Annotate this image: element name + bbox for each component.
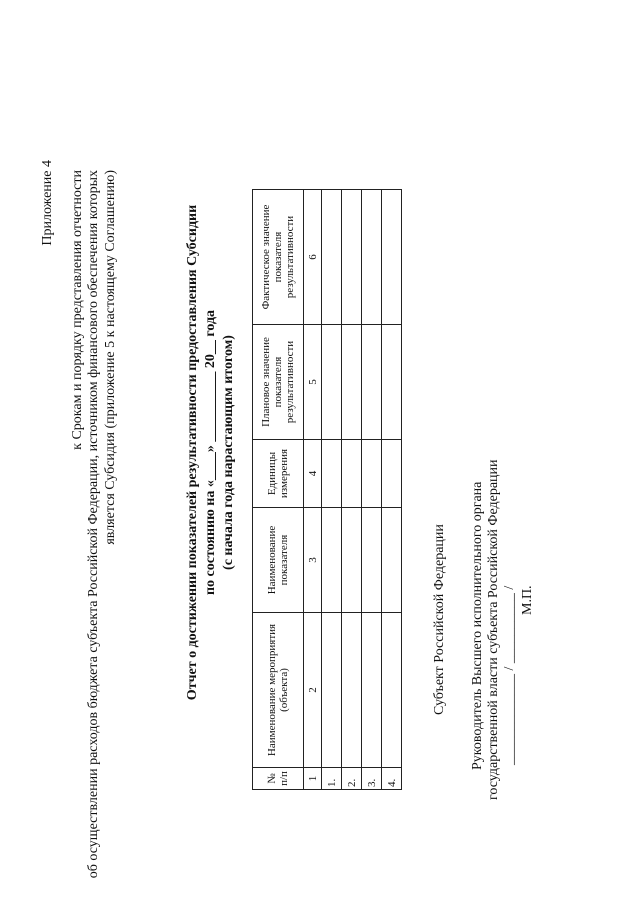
- table-cell: [382, 440, 402, 508]
- col-number-6: 6: [304, 190, 322, 325]
- col-number-4: 4: [304, 440, 322, 508]
- col-header-planned: Плановое значение показателя результативности: [253, 325, 304, 440]
- column-number-row: [304, 190, 322, 790]
- table-cell: [362, 325, 382, 440]
- col-header-indicator: Наименование показателя: [253, 508, 304, 613]
- stamp-label: М.П.: [520, 585, 535, 615]
- col-number-1: 1: [304, 768, 322, 790]
- table-cell: [362, 190, 382, 325]
- table-row: [322, 190, 342, 790]
- col-number-3: 3: [304, 508, 322, 613]
- appendix-subtitle-line2: об осуществлении расходов бюджета субъекта Российской Федерации, источником финансового обеспечения которых: [86, 170, 101, 879]
- table-cell: [342, 508, 362, 613]
- report-date-line: по состоянию на «____» __________ 20__ года: [203, 309, 218, 596]
- report-title: Отчет о достижении показателей результативности предоставления Субсидии: [185, 204, 200, 701]
- col-number-2: 2: [304, 613, 322, 768]
- signature-head-line1: Руководитель Высшего исполнительного органа: [470, 481, 485, 770]
- table-cell: [382, 613, 402, 768]
- appendix-label: Приложение 4: [40, 160, 55, 246]
- table-cell: [322, 613, 342, 768]
- table-cell: [362, 613, 382, 768]
- table-row: [342, 190, 362, 790]
- table-cell: [322, 325, 342, 440]
- table-cell: [362, 440, 382, 508]
- table-cell: [382, 190, 402, 325]
- table-cell: [322, 440, 342, 508]
- table-row: [362, 190, 382, 790]
- col-header-activity: Наименование мероприятия (объекта): [253, 613, 304, 768]
- indicators-table: [252, 189, 402, 790]
- signature-head-line2: государственной власти субъекта Российской Федерации: [486, 459, 501, 800]
- table-cell: [342, 325, 362, 440]
- row-number: 2.: [342, 768, 362, 790]
- col-header-actual: Фактическое значение показателя результативности: [253, 190, 304, 325]
- table-row: [382, 190, 402, 790]
- table-cell: [342, 190, 362, 325]
- table-header-row: [253, 190, 304, 790]
- table-cell: [322, 190, 342, 325]
- table-cell: [362, 508, 382, 613]
- col-header-units: Единицы измерения: [253, 440, 304, 508]
- col-number-5: 5: [304, 325, 322, 440]
- row-number: 1.: [322, 768, 342, 790]
- table-cell: [322, 508, 342, 613]
- signature-lines: _____________ / __________ /: [502, 585, 517, 765]
- table-cell: [342, 440, 362, 508]
- table-cell: [382, 508, 402, 613]
- row-number: 3.: [362, 768, 382, 790]
- report-period-note: (с начала года нарастающим итогом): [221, 335, 236, 570]
- row-number: 4.: [382, 768, 402, 790]
- appendix-subtitle-line3: является Субсидия (приложение 5 к настоящему Соглашению): [103, 170, 118, 545]
- table-cell: [342, 613, 362, 768]
- table-cell: [382, 325, 402, 440]
- signature-subject: Субъект Российской Федерации: [432, 524, 447, 715]
- col-header-number: № п/п: [253, 768, 304, 790]
- appendix-subtitle-line1: к Срокам и порядку представления отчетности: [70, 170, 85, 450]
